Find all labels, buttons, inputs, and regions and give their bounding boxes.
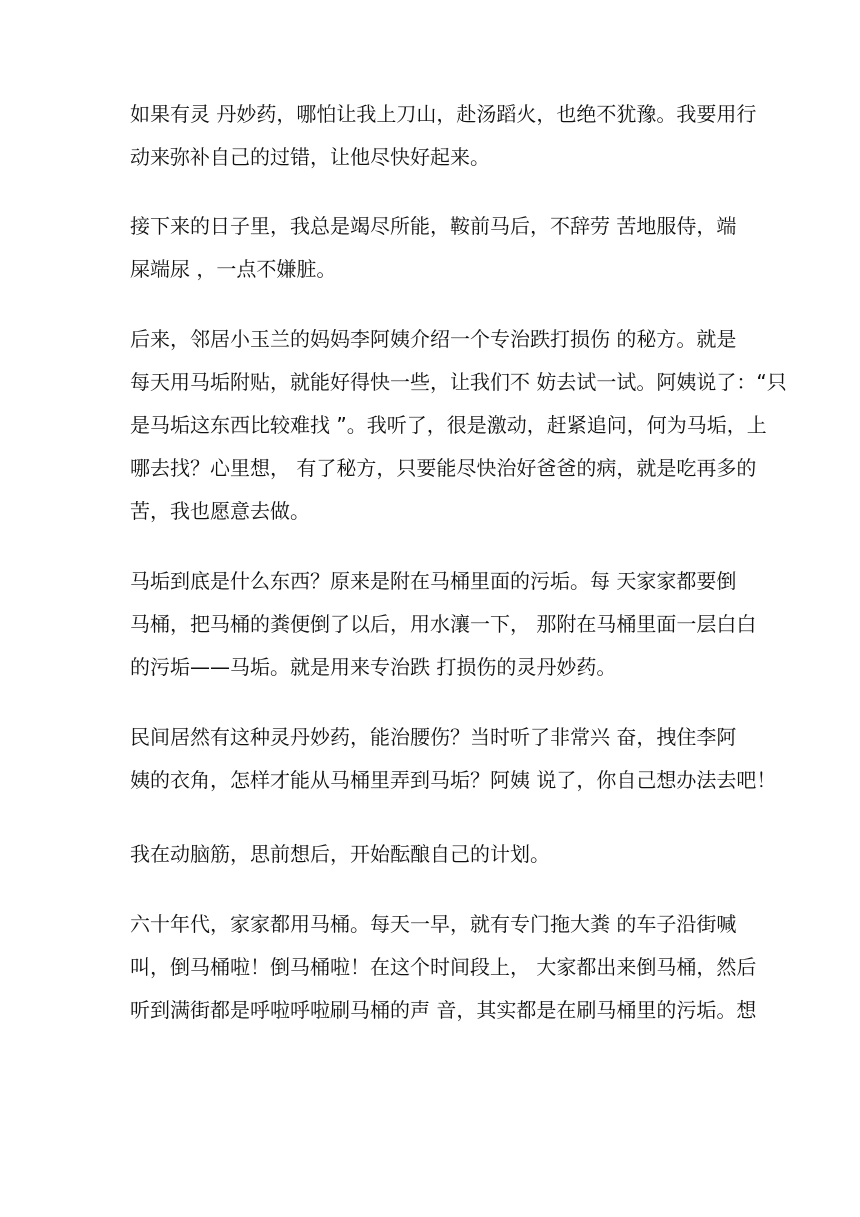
text-line: 接下来的日子里，我总是竭尽所能，鞍前马后，不辞劳 苦地服侍，端 [130, 214, 737, 238]
text-line: 是马垢这东西比较难找 ”。我听了，很是激动，赶紧追问，何为马垢，上 [130, 413, 767, 437]
text-line: 苦，我也愿意去做。 [130, 499, 310, 523]
text-line: 马桶，把马桶的粪便倒了以后，用水瀼一下， 那附在马桶里面一层白白 [130, 612, 757, 636]
text-line: 六十年代，家家都用马桶。每天一早，就有专门拖大粪 的车子沿街喊 [130, 912, 737, 936]
text-line: 屎端尿 ，一点不嫌脏。 [130, 257, 337, 281]
text-line: 马垢到底是什么东西？原来是附在马桶里面的污垢。每 天家家都要倒 [130, 569, 737, 593]
text-line: 动来弥补自己的过错，让他尽快好起来。 [130, 145, 490, 169]
paragraph [130, 569, 757, 679]
paragraph [130, 725, 777, 792]
document-page [130, 102, 787, 1070]
text-line: 叫，倒马桶啦！倒马桶啦！在这个时间段上， 大家都出来倒马桶，然后 [130, 955, 757, 979]
text-line: 听到满街都是呼啦呼啦刷马桶的声 音，其实都是在刷马桶里的污垢。想 [130, 998, 757, 1022]
paragraph [130, 214, 737, 281]
text-line: 我在动脑筋，思前想后，开始酝酿自己的计划。 [130, 842, 550, 866]
paragraph [130, 327, 787, 523]
text-line: 哪去找？心里想， 有了秘方，只要能尽快治好爸爸的病，就是吃再多的 [130, 456, 757, 480]
text-line: 的污垢——马垢。就是用来专治跌 打损伤的灵丹妙药。 [130, 655, 617, 679]
paragraph [130, 844, 730, 864]
text-line: 姨的衣角，怎样才能从马桶里弄到马垢？阿姨 说了，你自己想办法去吧！ [130, 768, 777, 792]
paragraph [130, 912, 757, 1022]
text-line: 如果有灵 丹妙药，哪怕让我上刀山，赴汤蹈火，也绝不犹豫。我要用行 [130, 102, 757, 126]
paragraph [130, 102, 757, 169]
text-line: 民间居然有这种灵丹妙药，能治腰伤？当时听了非常兴 奋，拽住李阿 [130, 725, 737, 749]
text-line: 每天用马垢附贴，就能好得快一些，让我们不 妨去试一试。阿姨说了：“只 [130, 370, 787, 394]
text-line: 后来，邻居小玉兰的妈妈李阿姨介绍一个专治跌打损伤 的秘方。就是 [130, 327, 737, 351]
